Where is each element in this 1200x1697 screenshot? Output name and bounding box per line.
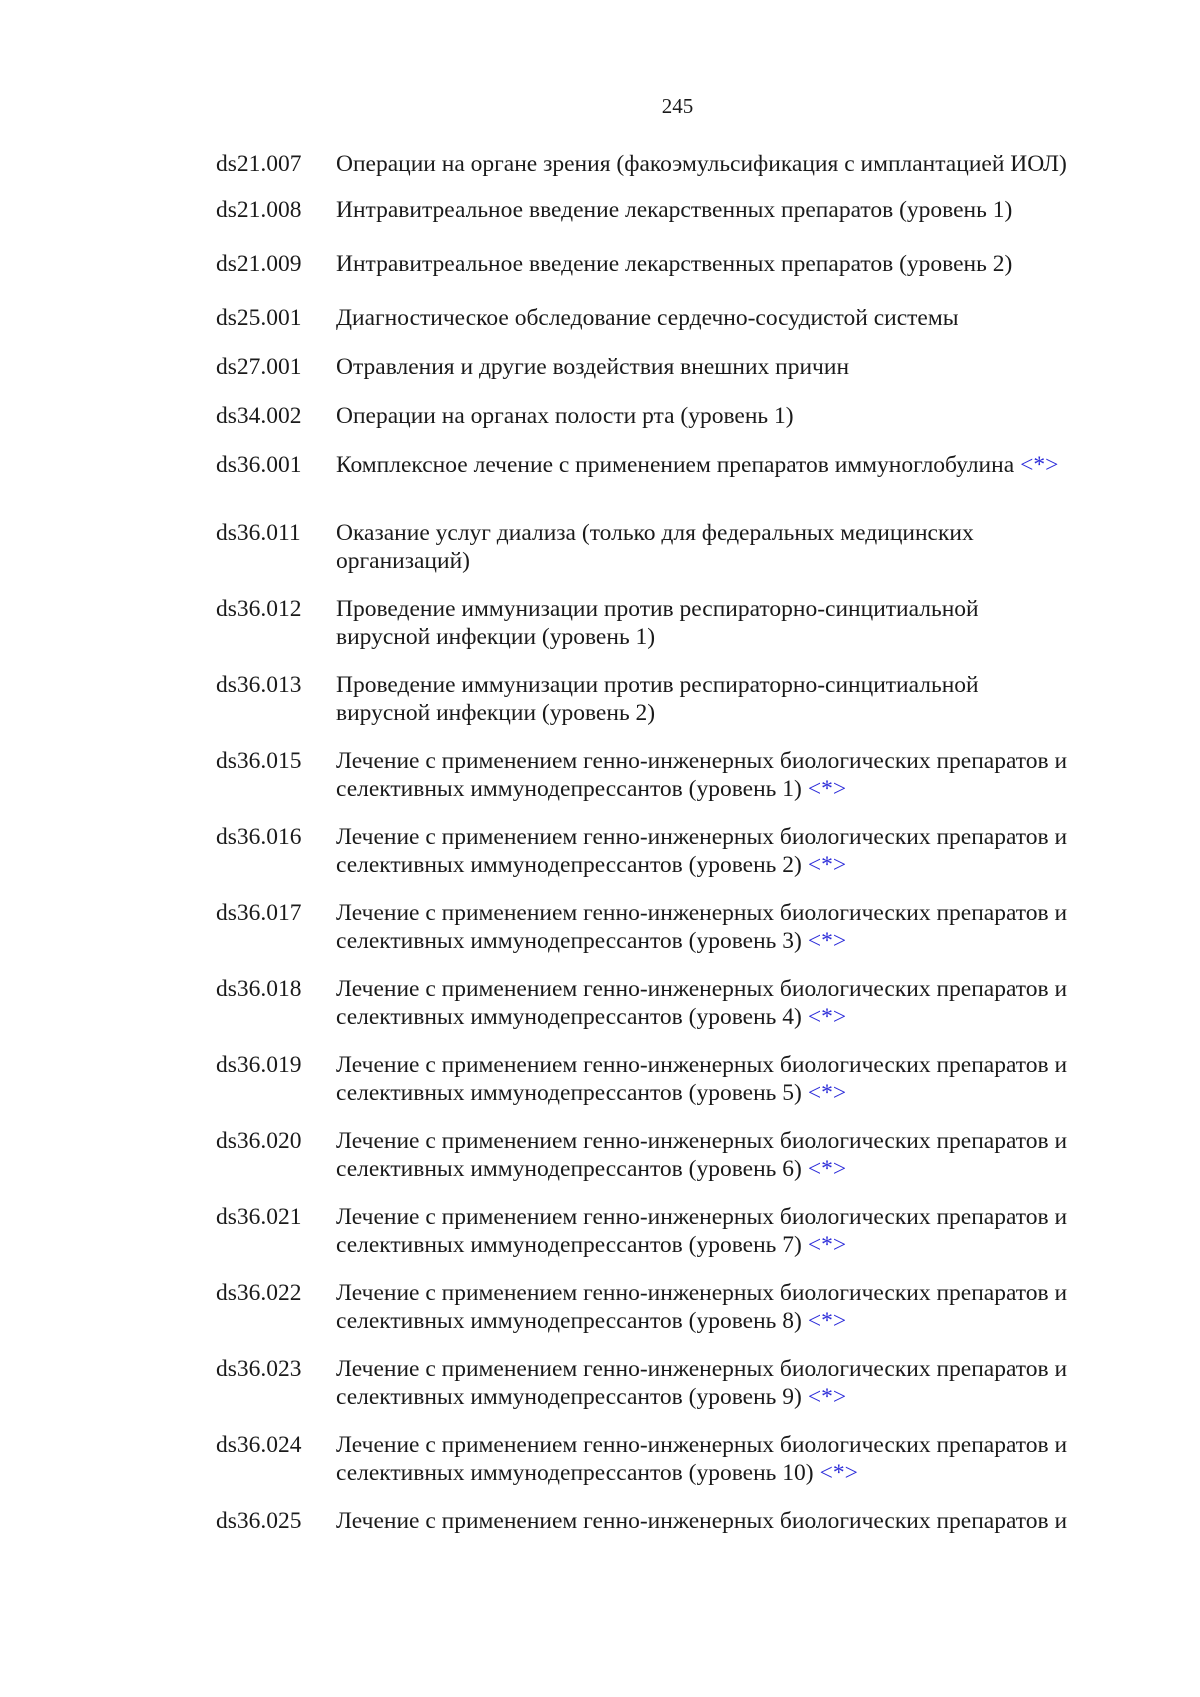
item-description: Лечение с применением генно-инженерных биологических препаратов и селективных иммунодепрессантов (уровень 5) <*> [336,1052,1068,1106]
list-item [216,402,1096,430]
item-code: ds25.001 [216,305,302,331]
item-code: ds36.016 [216,824,302,850]
item-description: Оказание услуг диализа (только для федеральных медицинских организаций) [336,520,974,574]
page-number: 245 [661,94,694,118]
item-code: ds36.025 [216,1508,302,1534]
item-description: Проведение иммунизации против респираторно-синцитиальной вирусной инфекции (уровень 1) [336,596,979,650]
item-code: ds36.001 [216,452,302,478]
item-description: Лечение с применением генно-инженерных биологических препаратов и селективных иммунодепрессантов (уровень 8) <*> [336,1280,1068,1334]
list-item [216,304,1096,332]
item-code: ds36.024 [216,1432,302,1458]
item-description: Операции на органе зрения (факоэмульсификация с имплантацией ИОЛ) [336,151,1067,177]
list-item [216,196,1096,224]
list-item [216,353,1096,381]
item-description: Диагностическое обследование сердечно-сосудистой системы [336,305,959,331]
list-item [216,1203,1096,1259]
footnote-link[interactable]: <*> [807,1004,847,1030]
item-code: ds36.013 [216,672,302,698]
item-code: ds36.019 [216,1052,302,1078]
list-item [216,1279,1096,1335]
list-item [216,975,1096,1031]
footnote-link[interactable]: <*> [807,928,847,954]
footnote-link[interactable]: <*> [807,1080,847,1106]
item-code: ds36.022 [216,1280,302,1306]
item-description: Проведение иммунизации против респираторно-синцитиальной вирусной инфекции (уровень 2) [336,672,979,726]
footnote-link[interactable]: <*> [807,1308,847,1334]
list-item [216,823,1096,879]
list-item [216,899,1096,955]
item-code: ds36.023 [216,1356,302,1382]
item-code: ds36.012 [216,596,302,622]
item-description: Лечение с применением генно-инженерных биологических препаратов и селективных иммунодепрессантов (уровень 3) <*> [336,900,1068,954]
item-description: Комплексное лечение с применением препаратов иммуноглобулина <*> [336,452,1059,478]
list-item [216,595,1096,651]
item-description: Лечение с применением генно-инженерных биологических препаратов и селективных иммунодепрессантов (уровень 4) <*> [336,976,1068,1030]
item-description: Лечение с применением генно-инженерных биологических препаратов и селективных иммунодепрессантов (уровень 9) <*> [336,1356,1068,1410]
item-description: Лечение с применением генно-инженерных биологических препаратов и [336,1508,1068,1534]
list-item [216,519,1096,575]
list-item [216,1507,1096,1535]
footnote-link[interactable]: <*> [807,852,847,878]
footnote-link[interactable]: <*> [807,776,847,802]
item-description: Интравитреальное введение лекарственных препаратов (уровень 2) [336,251,1013,277]
list-item [216,671,1096,727]
list-item [216,451,1096,479]
list-item [216,1051,1096,1107]
item-description: Лечение с применением генно-инженерных биологических препаратов и селективных иммунодепрессантов (уровень 1) <*> [336,748,1068,802]
code-list [216,150,1096,1535]
list-item [216,150,1096,178]
item-code: ds21.008 [216,197,302,223]
item-code: ds36.015 [216,748,302,774]
footnote-link[interactable]: <*> [819,1460,858,1486]
item-description: Интравитреальное введение лекарственных препаратов (уровень 1) [336,197,1013,223]
item-code: ds36.017 [216,900,302,926]
footnote-link[interactable]: <*> [1020,452,1059,478]
item-code: ds36.021 [216,1204,302,1230]
list-item [216,1127,1096,1183]
item-description: Лечение с применением генно-инженерных биологических препаратов и селективных иммунодепрессантов (уровень 7) <*> [336,1204,1068,1258]
footnote-link[interactable]: <*> [807,1156,847,1182]
item-code: ds36.020 [216,1128,302,1154]
list-item [216,250,1096,278]
item-code: ds36.018 [216,976,302,1002]
item-description: Лечение с применением генно-инженерных биологических препаратов и селективных иммунодепрессантов (уровень 2) <*> [336,824,1068,878]
list-item [216,747,1096,803]
item-description: Лечение с применением генно-инженерных биологических препаратов и селективных иммунодепрессантов (уровень 10) <*> [336,1432,1068,1486]
item-code: ds27.001 [216,354,302,380]
item-description: Отравления и другие воздействия внешних причин [336,354,850,380]
item-description: Лечение с применением генно-инженерных биологических препаратов и селективных иммунодепрессантов (уровень 6) <*> [336,1128,1068,1182]
item-code: ds34.002 [216,403,302,429]
item-code: ds21.007 [216,151,302,177]
footnote-link[interactable]: <*> [807,1232,847,1258]
list-item [216,1355,1096,1411]
item-description: Операции на органах полости рта (уровень 1) [336,403,794,429]
footnote-link[interactable]: <*> [807,1384,847,1410]
item-code: ds36.011 [216,520,301,546]
list-item [216,1431,1096,1487]
item-code: ds21.009 [216,251,302,277]
